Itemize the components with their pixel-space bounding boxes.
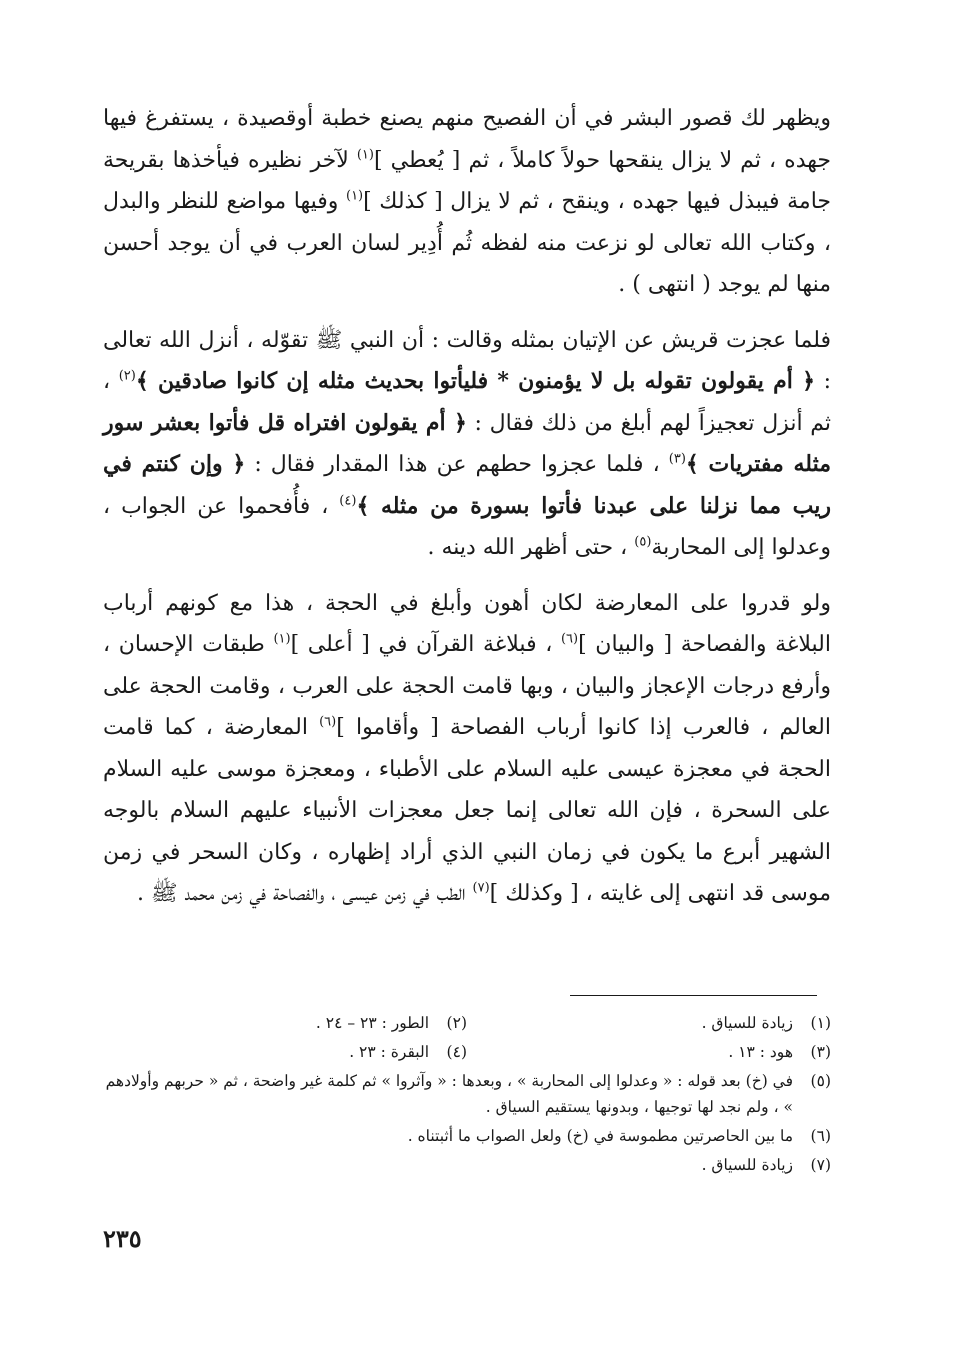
footnote-text: الطور : ٢٣ – ٢٤ . — [315, 1014, 429, 1032]
footnote-row — [103, 1123, 831, 1149]
text-segment: ، فلما عجزوا حطهم عن هذا المقدار فقال : — [245, 452, 669, 477]
footnote — [103, 1039, 467, 1065]
footnote — [103, 1010, 467, 1036]
footnote-row — [103, 1068, 831, 1120]
footnote-number: (٤) — [446, 1043, 467, 1061]
footnotes — [103, 1010, 831, 1178]
footnote-number: (٧) — [810, 1156, 831, 1174]
footnote-row — [103, 1010, 831, 1036]
footnote-ref: (٦) — [319, 714, 337, 730]
footnote-ref: (٢) — [118, 368, 136, 384]
footnote-text: ما بين الحاصرتين مطموسة في (خ) ولعل الصواب ما أثبتناه . — [407, 1127, 793, 1145]
footnote-number: (١) — [810, 1014, 831, 1032]
text-segment: ولو قدروا على المعارضة لكان أهون وأبلغ في الحجة ، هذا مع كونهم أرباب البلاغة والفصاحة [ والبيان ] — [103, 590, 832, 657]
footnote — [103, 1123, 831, 1149]
footnote-ref: (٥) — [634, 534, 652, 550]
text-segment: ويظهر لك قصور البشر في أن الفصيح منهم يصنع خطبة أوقصيدة ، يستفرغ فيها جهده ، ثم لا يزال ينقحها حولاً كاملاً ، ثم [ يُعطي ] — [103, 106, 831, 173]
footnote — [103, 1152, 831, 1178]
footnote-text: زيادة للسياق . — [701, 1156, 793, 1174]
text-segment: وفيها مواضع للنظر والبدل ، وكتاب الله تعالى لو نزعت منه لفظه ثُم أُدِير لسان العرب في أن يوجد أحسن منها لم يوجد ( انتهى ) . — [103, 189, 831, 297]
paragraph — [103, 583, 831, 915]
footnote-number: (٣) — [810, 1043, 831, 1061]
quran-quote: ﴿ وإن كنتم في ريب مما نزلنا على عبدنا فأتوا بسورة من مثله ﴾ — [103, 451, 831, 519]
text-segment: المعارضة ، كما قامت الحجة في معجزة عيسى عليه السلام على الأطباء ، ومعجزة موسى عليه السلام على السحرة ، فإن الله تعالى إنما جعل معجزات الأنبياء عليهم السلام بالوجه الشهير أبرع ما يكون في زمان النبي الذي أراد إظهاره ، وكان السحر في زمن موسى قد انتهى إلى غايته ، [ وكذلك ] — [103, 715, 831, 906]
text-segment: الطب في زمن عيسى ، والفصاحة في زمن محمد ﷺ . — [136, 881, 473, 906]
footnote-ref: (٦) — [560, 631, 579, 647]
footnote-ref: (٣) — [668, 451, 686, 467]
text-segment: فلما عجزت قريش عن الإتيان بمثله وقالت : أن النبي ﷺ تقوّله ، أنزل الله تعالى : — [103, 327, 831, 394]
paragraph — [103, 98, 831, 306]
footnote-text: هود : ١٣ . — [728, 1043, 793, 1061]
text-segment: ، حتى أظهر الله دينه . — [427, 535, 635, 560]
footnote-text: البقرة : ٢٣ . — [349, 1043, 429, 1061]
footnote-text: في (خ) بعد قوله : « وعدلوا إلى المحاربة » ، وبعدها : « وآثروا » ثم كلمة غير واضحة ، ثم « حربهم وأولادهم » ، ولم نجد لها توجيها ، وبدونها يستقيم السياق . — [105, 1072, 793, 1116]
footnote-text: زيادة للسياق . — [701, 1014, 793, 1032]
paragraph — [103, 320, 831, 569]
footnote-number: (٢) — [446, 1014, 467, 1032]
text-segment: ، فأُفحموا عن الجواب ، وعدلوا إلى المحاربة — [103, 493, 831, 560]
footnote-row — [103, 1152, 831, 1178]
footnote-ref: (١) — [273, 631, 291, 647]
page-number: ٢٣٥ — [103, 1224, 142, 1253]
text-segment: لآخر نظيره فيأخذها بقريحة جامة فيبذل فيها جهده ، وينقح ، ثم لا يزال [ كذلك ] — [103, 147, 831, 214]
footnote — [467, 1039, 831, 1065]
quran-quote: ﴿ أم يقولون تقوله بل لا يؤمنون * فليأتوا بحديث مثله إن كانوا صادقين ﴾ — [135, 368, 815, 394]
footnote-ref: (١) — [345, 188, 364, 204]
footnote-ref: (١) — [356, 147, 374, 163]
quran-quote: ﴿ أم يقولون افتراه قل فأتوا بعشر سور مثله مفتريات ﴾ — [103, 409, 832, 477]
footnote-ref: (٤) — [339, 493, 357, 509]
footnote-number: (٦) — [810, 1127, 831, 1145]
footnote-row — [103, 1039, 831, 1065]
footnote-separator — [570, 995, 817, 996]
text-segment: ، ثم أنزل تعجيزاً لهم أبلغ من ذلك فقال : — [103, 369, 831, 436]
text-segment: طبقات الإحسان ، وأرفع درجات الإعجاز والبيان ، وبها قامت الحجة على العرب ، وقامت الحجة على العالم ، فالعرب إذا كانوا أرباب الفصاحة [ وأقاموا ] — [103, 632, 831, 740]
footnote — [467, 1010, 831, 1036]
footnote-ref: (٧) — [472, 880, 490, 896]
main-text — [103, 98, 831, 915]
text-segment: ، فبلاغة القرآن في [ أعلى ] — [290, 632, 561, 657]
footnote-number: (٥) — [810, 1072, 831, 1090]
footnote — [103, 1068, 831, 1120]
